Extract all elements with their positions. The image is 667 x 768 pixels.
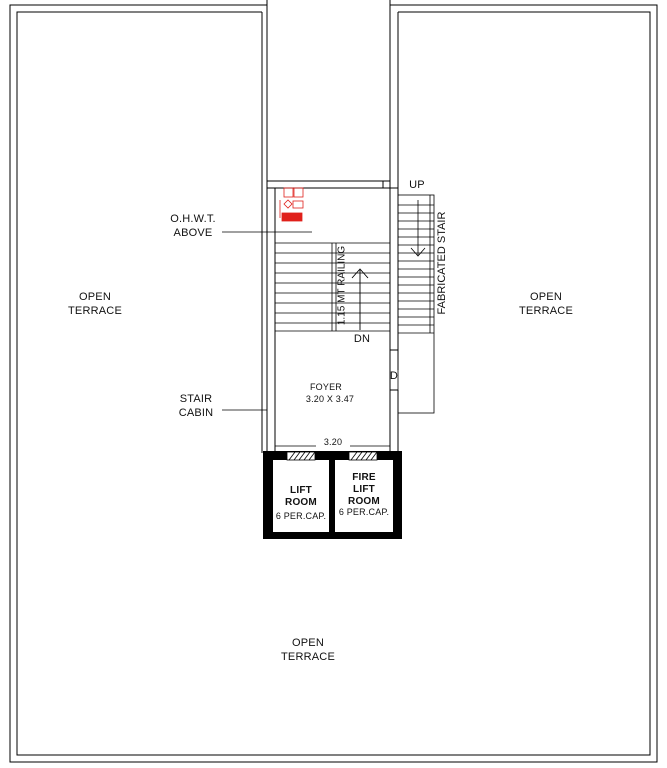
fabricated-stair-label: FABRICATED STAIR [436, 211, 448, 315]
dn-arrow [352, 269, 368, 330]
stair-cabin-label: STAIR CABIN [178, 393, 214, 419]
up-label: UP [409, 179, 425, 191]
open-terrace-right-label: OPEN TERRACE [519, 291, 573, 317]
fire-lift-capacity-label: 6 PER.CAP. [338, 507, 390, 517]
foyer-label: FOYER [309, 382, 342, 392]
open-terrace-bottom-label: OPEN TERRACE [281, 637, 335, 663]
dimension-label: 3.20 [316, 437, 350, 448]
lift-room-label: LIFT ROOM [285, 485, 317, 508]
fire-lift-room-label: FIRE LIFT ROOM [348, 472, 380, 507]
ohwt-label: O.H.W.T. ABOVE [170, 213, 216, 239]
dn-label: DN [353, 333, 371, 345]
open-terrace-left-label: OPEN TERRACE [68, 291, 122, 317]
fabricated-stair [398, 195, 434, 413]
foyer-size-label: 3.20 X 3.47 [305, 394, 355, 404]
lift-capacity-label: 6 PER.CAP. [275, 511, 327, 521]
stair-treads [275, 243, 390, 331]
stair-cabin-walls [267, 181, 398, 453]
fixture-red [280, 188, 303, 221]
railing-label: 1.15 MT RAILING [336, 245, 348, 326]
door-label: D [389, 370, 399, 382]
